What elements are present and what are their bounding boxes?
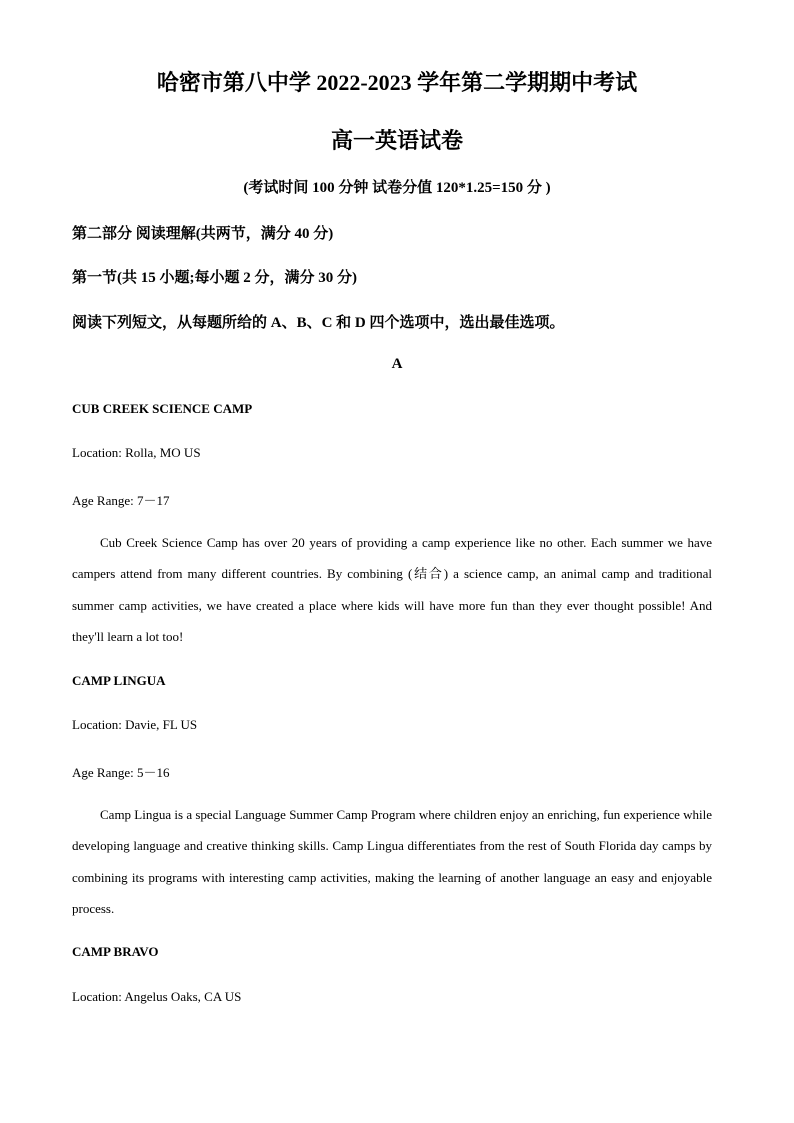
camp-location: Location: Angelus Oaks, CA US <box>72 989 242 1004</box>
camp-location: Location: Davie, FL US <box>72 717 198 732</box>
camp-age-range: Age Range: 5－16 <box>72 765 170 780</box>
camp-name: CAMP LINGUA <box>72 673 166 688</box>
camp-age-range: Age Range: 7－17 <box>72 493 170 508</box>
exam-time-note: (考试时间 100 分钟 试卷分值 120*1.25=150 分 ) <box>243 180 551 196</box>
section-heading: 第一节(共 15 小题;每小题 2 分，满分 30 分) <box>72 270 357 286</box>
passage-label: A <box>391 356 403 372</box>
part-heading: 第二部分 阅读理解(共两节，满分 40 分) <box>72 226 334 242</box>
reading-instruction: 阅读下列短文，从每题所给的 A、B、C 和 D 四个选项中，选出最佳选项。 <box>72 315 565 331</box>
exam-subtitle: 高一英语试卷 <box>330 128 463 153</box>
camp-name: CUB CREEK SCIENCE CAMP <box>72 401 253 416</box>
camp-name: CAMP BRAVO <box>72 944 159 959</box>
camp-description: Cub Creek Science Camp has over 20 years of providing a camp experience like no other. Each summer we have campers attend from many different countries. By combining (结合) a science camp, an animal camp and traditional summer camp activities, we have created a place where kids will have more fun than they ever thought possible! And they'll learn a lot too! <box>72 535 712 644</box>
exam-title: 哈密市第八中学 2022-2023 学年第二学期期中考试 <box>156 70 638 95</box>
camp-location: Location: Rolla, MO US <box>72 445 201 460</box>
camp-description: Camp Lingua is a special Language Summer Camp Program where children enjoy an enriching, fun experience while developing language and creative thinking skills. Camp Lingua differentiates from the rest of South Florida day camps by combining its programs with interesting camp activities, making the learning of another language an easy and enjoyable process. <box>72 807 712 916</box>
